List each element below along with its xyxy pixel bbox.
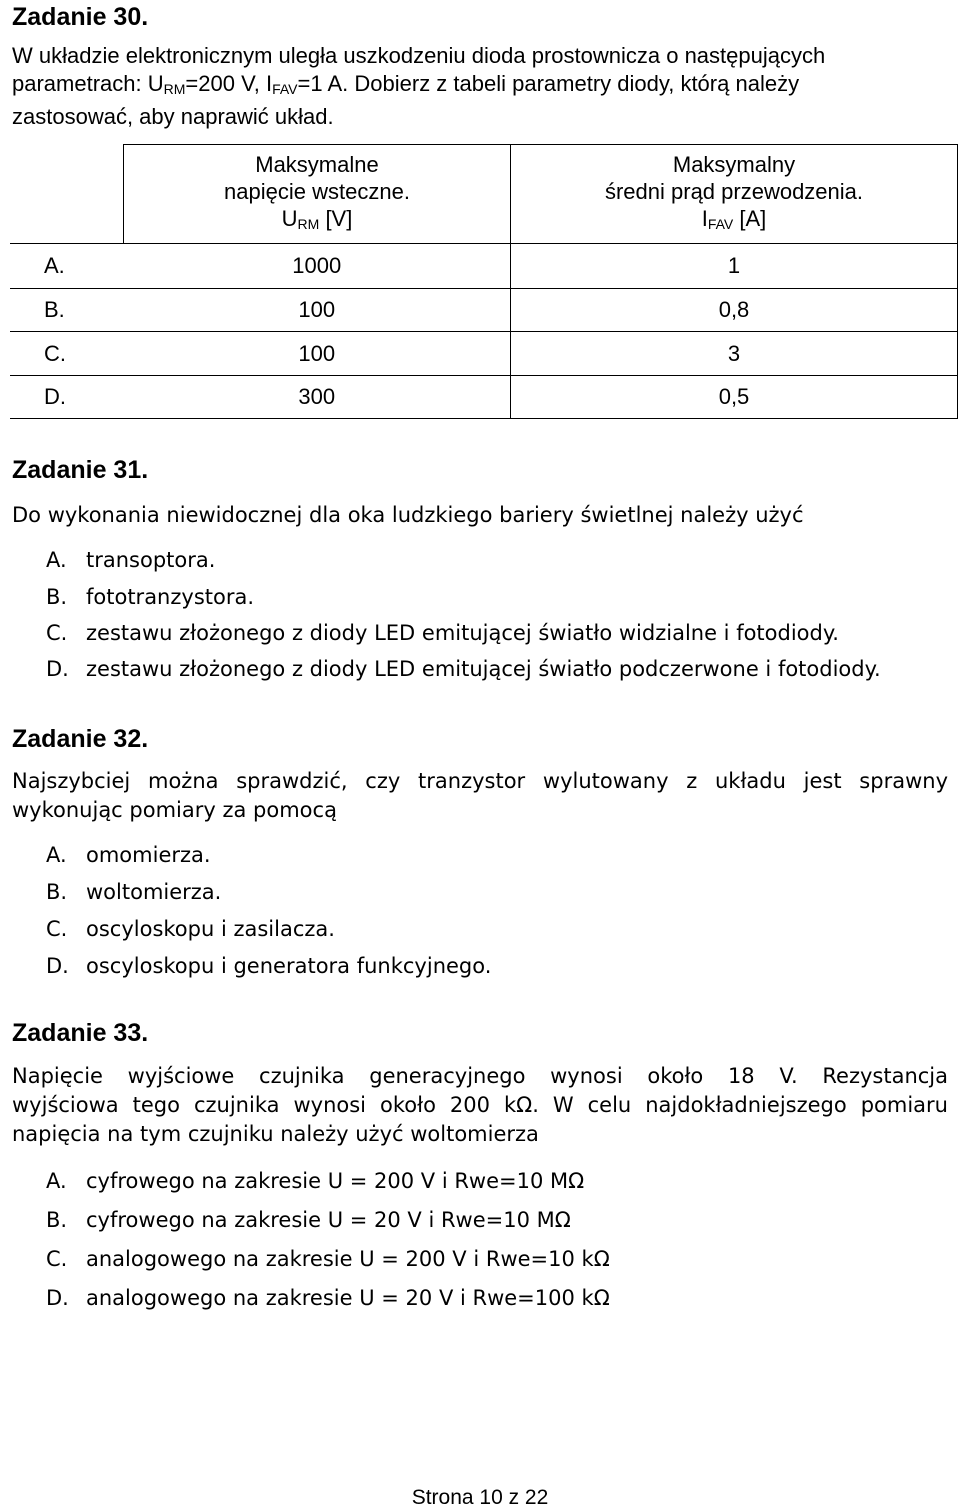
task-30-line-2: parametrach: $U_{RM}=200$ V, $I_{FAV}=1$ A. Dobierz z tabeli parametry diody, którą należy <box>12 71 800 97</box>
table-row <box>10 376 958 419</box>
cell-current: 0,8 <box>511 289 958 332</box>
task-32-option-a: A. omomierza. <box>46 843 211 867</box>
task-33-option-b: B. cyfrowego na zakresie U = 20 V i Rwe=10 MΩ <box>46 1208 571 1232</box>
task-33-option-a: A. cyfrowego na zakresie U = 200 V i Rwe=10 MΩ <box>46 1169 585 1193</box>
task-32-option-d: D. oscyloskopu i generatora funkcyjnego. <box>46 954 492 978</box>
row-label: B. <box>10 289 124 332</box>
cell-voltage: 300 <box>124 376 511 419</box>
task-30-line-3: zastosować, aby naprawić układ. <box>12 104 334 129</box>
row-label: A. <box>10 244 124 289</box>
task-30-heading: Zadanie 30. <box>12 3 149 31</box>
task-31-question: Do wykonania niewidocznej dla oka ludzkiego bariery świetlnej należy użyć <box>12 503 804 527</box>
task-31-heading: Zadanie 31. <box>12 456 149 484</box>
task-33-option-c: C. analogowego na zakresie U = 200 V i Rwe=10 kΩ <box>46 1247 610 1271</box>
task-32-line-1: Najszybciej można sprawdzić, czy tranzystor wylutowany z układu jest sprawny <box>12 769 948 793</box>
task-33-line-3: napięcia na tym czujniku należy użyć woltomierza <box>12 1122 539 1146</box>
task-30-question <box>12 42 952 131</box>
cell-voltage: 100 <box>124 289 511 332</box>
row-label: D. <box>10 376 124 419</box>
task-32-option-b: B. woltomierza. <box>46 880 222 904</box>
task-32-question <box>12 767 948 825</box>
column-header-current: Maksymalny średni prąd przewodzenia. $I_{FAV}$ [A] <box>511 145 958 244</box>
task-31-option-a: A. transoptora. <box>46 548 216 572</box>
cell-voltage: 1000 <box>124 244 511 289</box>
table-corner <box>10 145 124 244</box>
task-33-line-2: wyjściowa tego czujnika wynosi około 200 kΩ. W celu najdokładniejszego pomiaru <box>12 1093 948 1117</box>
table-row <box>10 244 958 289</box>
column-header-voltage: Maksymalne napięcie wsteczne. $U_{RM}$ [V] <box>124 145 511 244</box>
table-row <box>10 289 958 332</box>
task-30-line-1: W układzie elektronicznym uległa uszkodzeniu dioda prostownicza o następujących <box>12 43 826 68</box>
row-label: C. <box>10 332 124 376</box>
page-number: Strona 10 z 22 <box>411 1486 549 1509</box>
task-32-option-c: C. oscyloskopu i zasilacza. <box>46 917 335 941</box>
cell-current: 3 <box>511 332 958 376</box>
task-31-option-b: B. fototranzystora. <box>46 585 255 609</box>
cell-voltage: 100 <box>124 332 511 376</box>
cell-current: 0,5 <box>511 376 958 419</box>
task-32-line-2: wykonując pomiary za pomocą <box>12 798 337 822</box>
task-31-option-c: C. zestawu złożonego z diody LED emitującej światło widzialne i fotodiody. <box>46 621 839 645</box>
task-33-option-d: D. analogowego na zakresie U = 20 V i Rwe=100 kΩ <box>46 1286 610 1310</box>
task-33-line-1: Napięcie wyjściowe czujnika generacyjnego wynosi około 18 V. Rezystancja <box>12 1064 948 1088</box>
table-row <box>10 332 958 376</box>
diode-parameters-table <box>10 144 958 419</box>
task-33-question <box>12 1062 948 1149</box>
task-32-heading: Zadanie 32. <box>12 725 149 753</box>
cell-current: 1 <box>511 244 958 289</box>
task-31-option-d: D. zestawu złożonego z diody LED emitującej światło podczerwone i fotodiody. <box>46 657 881 681</box>
task-33-heading: Zadanie 33. <box>12 1019 149 1047</box>
